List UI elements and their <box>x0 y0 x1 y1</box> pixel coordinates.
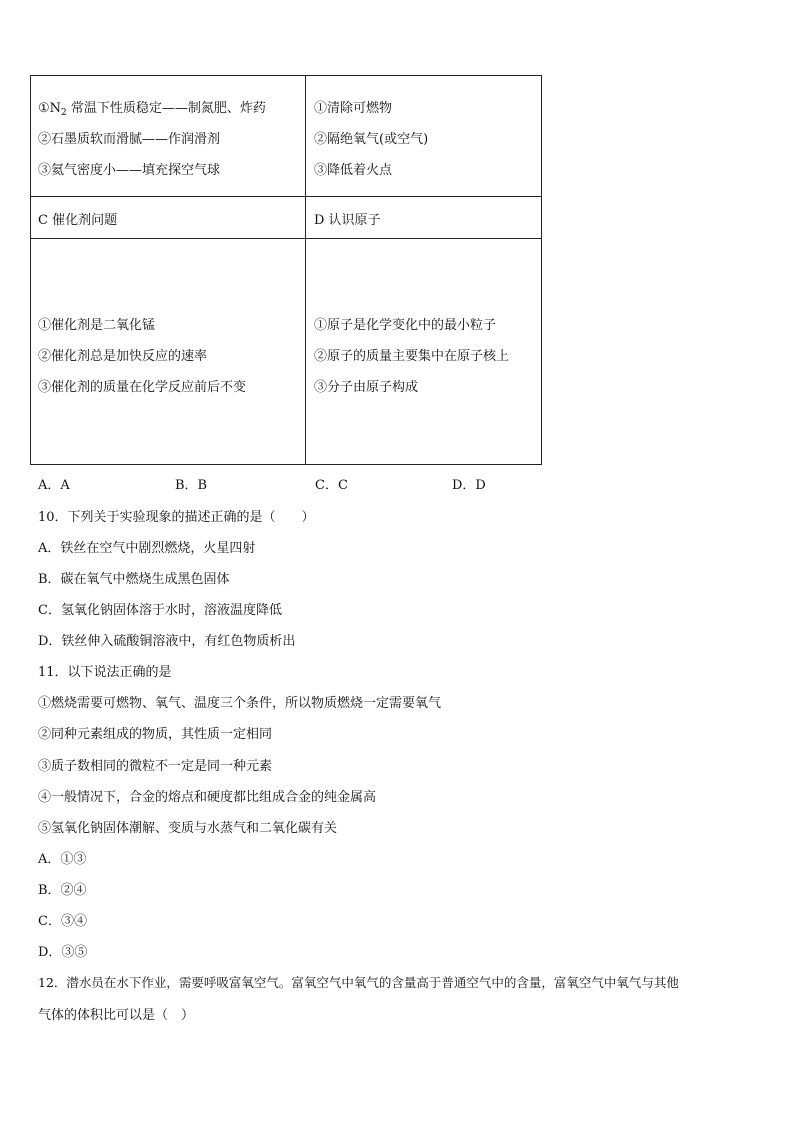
table-column-divider <box>305 76 306 464</box>
q11-option-a: A．①③ <box>38 852 87 867</box>
cell-b-line-3: ③降低着火点 <box>314 163 393 178</box>
q11-option-d: D．③⑤ <box>38 945 88 960</box>
q9-option-b: B．B <box>175 478 208 493</box>
cell-c-line-1: ①催化剂是二氧化锰 <box>38 318 156 333</box>
question-9-table <box>30 75 542 465</box>
q10-option-b: B．碳在氧气中燃烧生成黑色固体 <box>38 572 230 587</box>
cell-a-line-1-subscript: 2 <box>61 108 67 118</box>
q9-option-d: D．D <box>452 478 486 493</box>
table-row-divider <box>31 196 541 197</box>
cell-c-line-2: ②催化剂总是加快反应的速率 <box>38 349 208 364</box>
cell-d-line-2: ②原子的质量主要集中在原子核上 <box>314 349 510 364</box>
q11-option-b: B．②④ <box>38 883 87 898</box>
table-row-divider <box>31 238 541 239</box>
q10-stem: 10．下列关于实验现象的描述正确的是（ ） <box>38 510 315 525</box>
q12-stem-line-1: 12．潜水员在水下作业，需要呼吸富氧空气。富氧空气中氧气的含量高于普通空气中的含量，富氧空气中氧气与其他 <box>38 975 679 990</box>
cell-d-line-1: ①原子是化学变化中的最小粒子 <box>314 318 497 333</box>
cell-a-line-1-text: 常温下性质稳定——制氮肥、炸药 <box>66 101 266 116</box>
cell-a-line-2: ②石墨质软而滑腻——作润滑剂 <box>38 132 221 147</box>
q9-option-c: C．C <box>315 478 348 493</box>
q11-statement-3: ③质子数相同的微粒不一定是同一种元素 <box>38 759 273 774</box>
q11-statement-2: ②同种元素组成的物质，其性质一定相同 <box>38 727 273 742</box>
cell-a-line-1-prefix: ①N <box>38 101 62 116</box>
cell-d-line-3: ③分子由原子构成 <box>314 380 419 395</box>
q11-stem: 11．以下说法正确的是 <box>38 665 172 680</box>
q12-stem-line-2: 气体的体积比可以是（ ） <box>38 1008 195 1023</box>
cell-c-line-3: ③催化剂的质量在化学反应前后不变 <box>38 380 247 395</box>
q11-option-c: C．③④ <box>38 914 87 929</box>
cell-a-line-3: ③氦气密度小——填充探空气球 <box>38 163 221 178</box>
q9-option-a: A．A <box>38 478 70 493</box>
q10-option-c: C．氢氧化钠固体溶于水时，溶液温度降低 <box>38 603 282 618</box>
cell-b-line-1: ①清除可燃物 <box>314 101 393 116</box>
q11-statement-4: ④一般情况下，合金的熔点和硬度都比组成合金的纯金属高 <box>38 790 377 805</box>
q10-option-a: A．铁丝在空气中剧烈燃烧，火星四射 <box>38 541 256 556</box>
q11-statement-1: ①燃烧需要可燃物、氧气、温度三个条件，所以物质燃烧一定需要氧气 <box>38 696 442 711</box>
header-c: C 催化剂问题 <box>38 213 118 228</box>
cell-b-line-2: ②隔绝氧气(或空气) <box>314 132 429 147</box>
q11-statement-5: ⑤氢氧化钠固体潮解、变质与水蒸气和二氧化碳有关 <box>38 821 338 836</box>
header-d: D 认识原子 <box>314 213 381 228</box>
q10-option-d: D．铁丝伸入硫酸铜溶液中，有红色物质析出 <box>38 634 296 649</box>
cell-a-line-1 <box>38 97 266 118</box>
